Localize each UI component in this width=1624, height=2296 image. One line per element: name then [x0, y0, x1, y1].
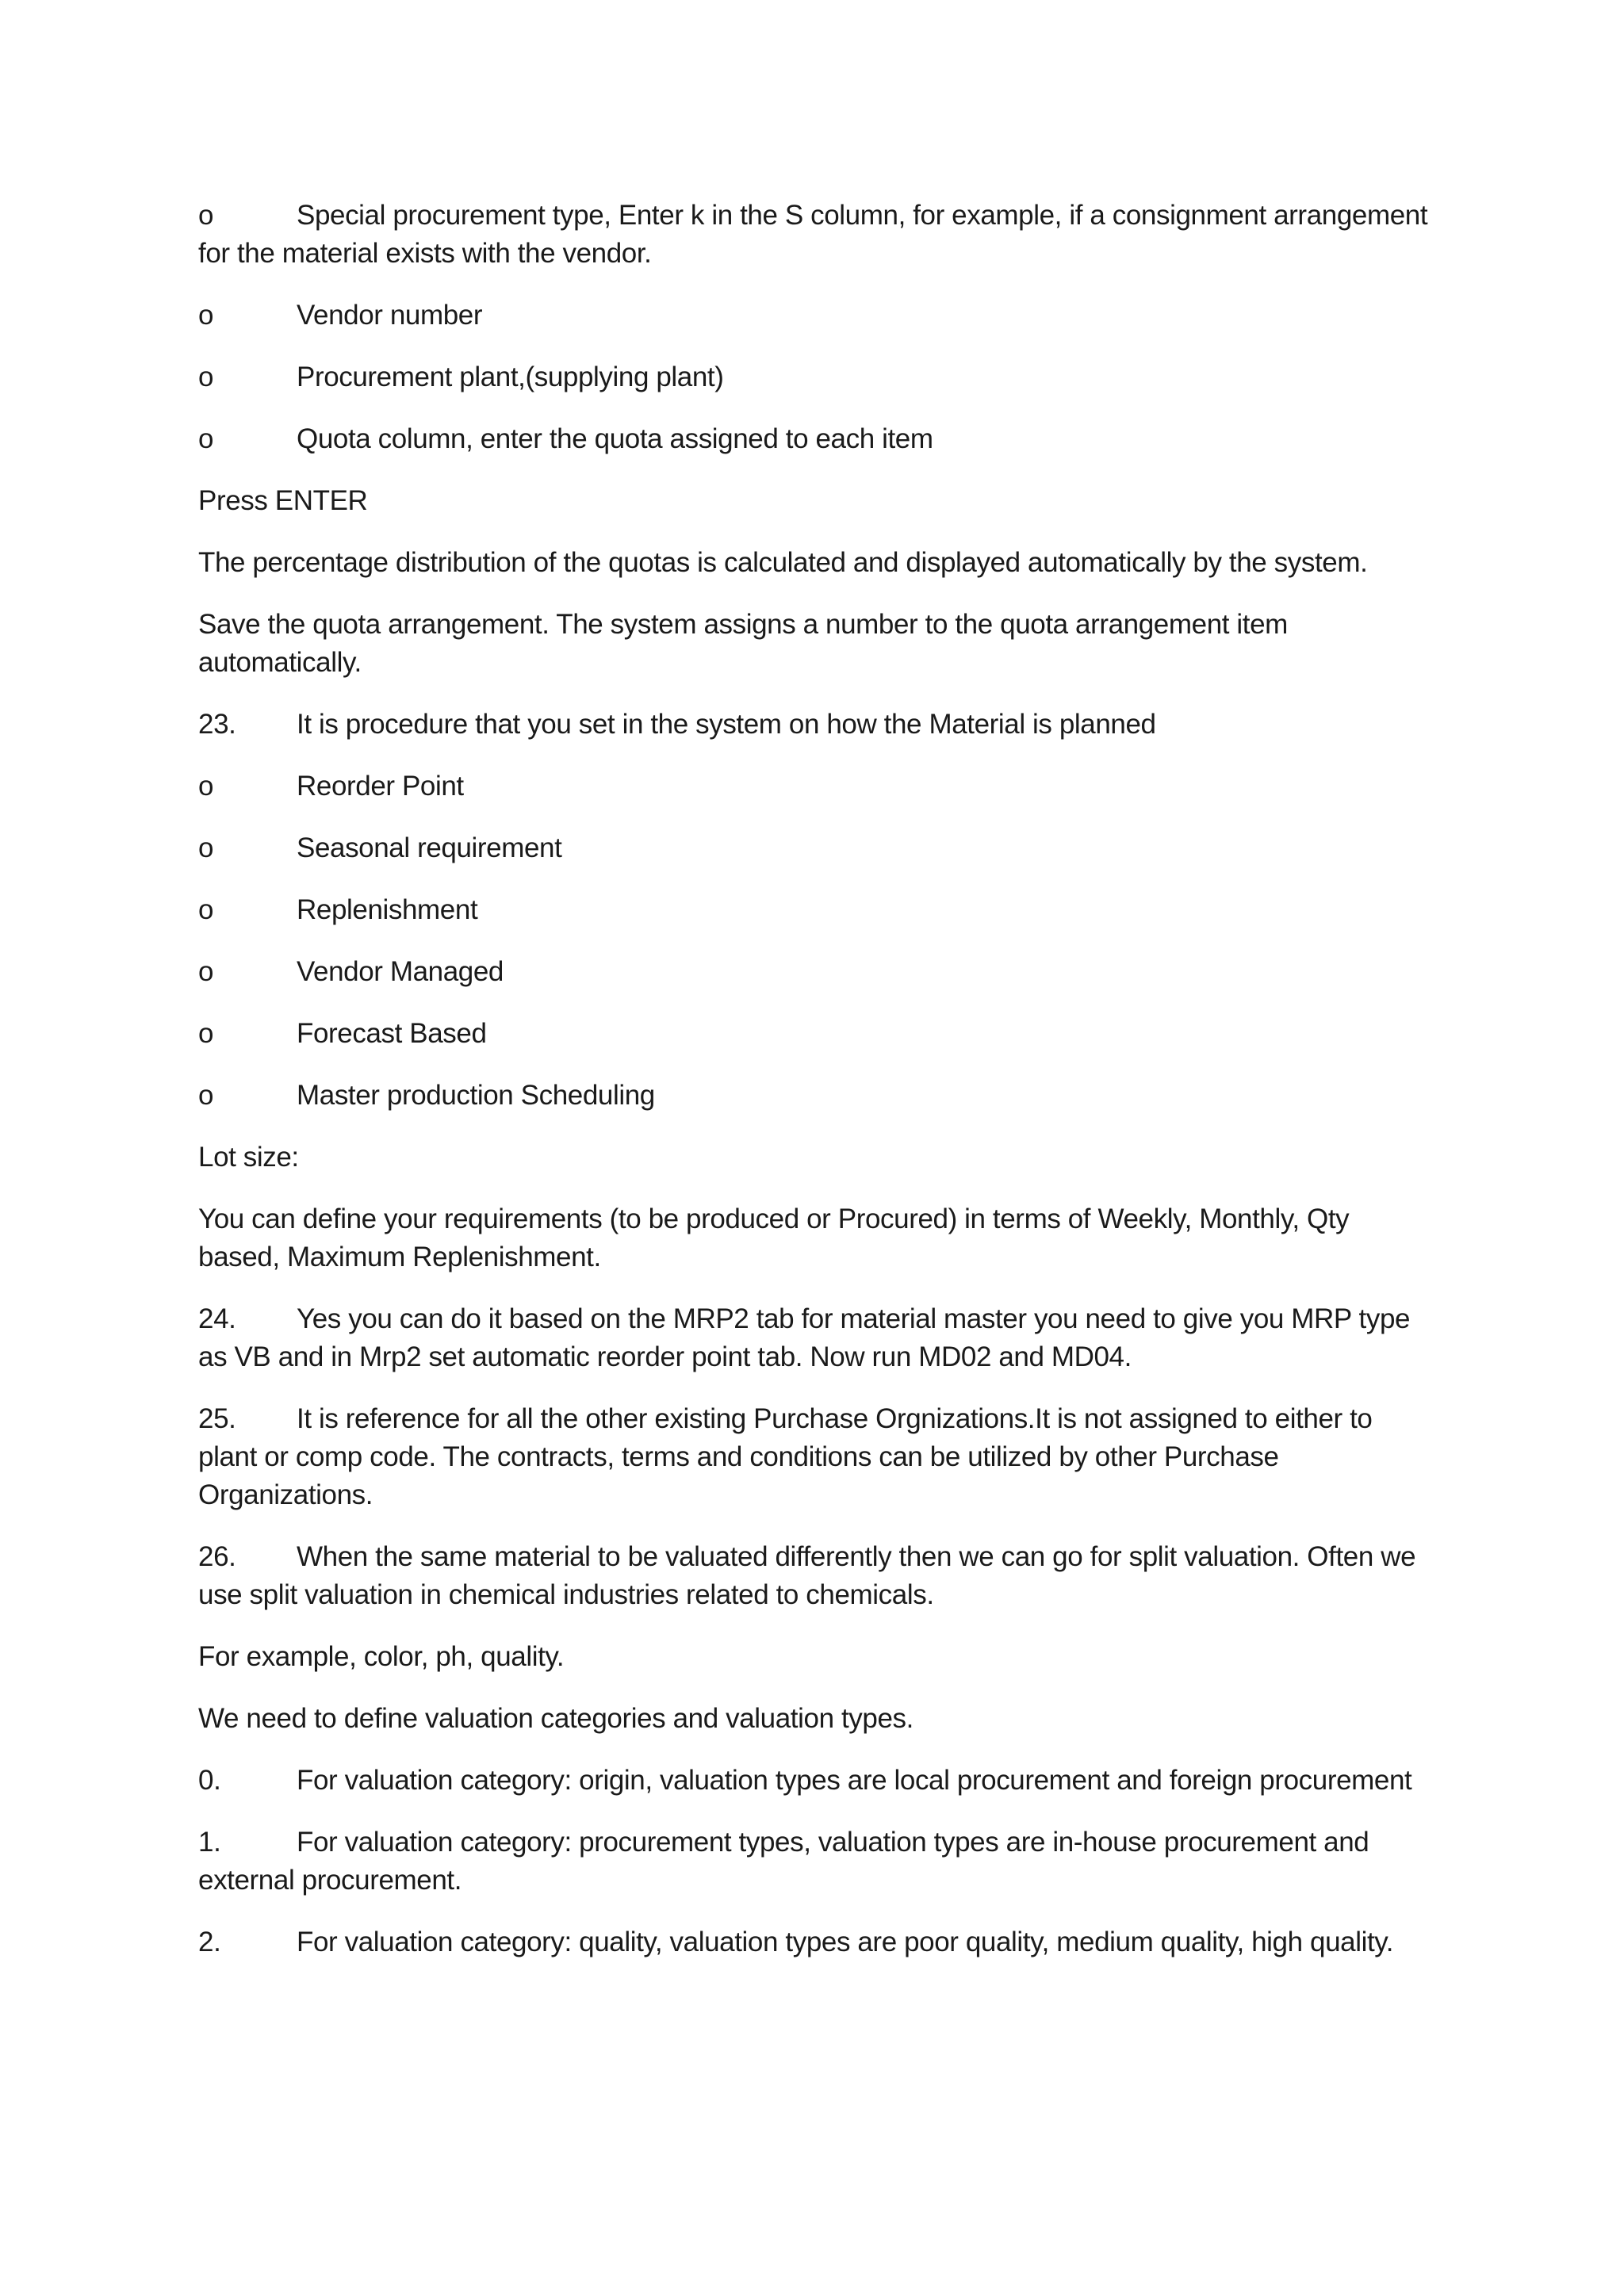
bullet-marker: o	[198, 894, 214, 925]
document-page	[198, 197, 1435, 1985]
paragraph-text: When the same material to be valuated differently then we can go for split valuation. Often we use split valuation in chemical industries related to chemicals.	[198, 1541, 1416, 1610]
paragraph-text: For valuation category: procurement types, valuation types are in-house procurement and external procurement.	[198, 1827, 1369, 1896]
bullet-item	[198, 358, 1435, 396]
bullet-item	[198, 420, 1435, 458]
numbered-item	[198, 1823, 1435, 1900]
bullet-marker: o	[198, 771, 214, 802]
bullet-marker: o	[198, 362, 214, 392]
paragraph-text: For example, color, ph, quality.	[198, 1641, 565, 1672]
numbered-item	[198, 1762, 1435, 1800]
bullet-marker: o	[198, 200, 214, 231]
bullet-item	[198, 197, 1435, 273]
bullet-marker: o	[198, 300, 214, 331]
paragraph-text: You can define your requirements (to be produced or Procured) in terms of Weekly, Monthly, Qty based, Maximum Replenishment.	[198, 1203, 1350, 1272]
paragraph-text: It is reference for all the other existing Purchase Orgnizations.It is not assigned to either to plant or comp code. The contracts, terms and conditions can be utilized by other Purchase Organizations.	[198, 1403, 1373, 1510]
paragraph	[198, 1138, 1435, 1177]
document-body	[198, 197, 1435, 1961]
bullet-item	[198, 1015, 1435, 1053]
bullet-item	[198, 891, 1435, 929]
bullet-item	[198, 953, 1435, 991]
bullet-marker: o	[198, 1018, 214, 1049]
paragraph-text: Lot size:	[198, 1142, 299, 1173]
paragraph-text: Replenishment	[297, 894, 478, 925]
paragraph	[198, 606, 1435, 682]
bullet-item	[198, 767, 1435, 806]
paragraph	[198, 1700, 1435, 1738]
paragraph-text: Special procurement type, Enter k in the S column, for example, if a consignment arrangement for the material exists with the vendor.	[198, 200, 1428, 269]
paragraph-text: Yes you can do it based on the MRP2 tab for material master you need to give you MRP type as VB and in Mrp2 set automatic reorder point tab. Now run MD02 and MD04.	[198, 1303, 1411, 1372]
paragraph-text: We need to define valuation categories and valuation types.	[198, 1703, 914, 1734]
paragraph-text: For valuation category: quality, valuation types are poor quality, medium quality, high quality.	[297, 1927, 1394, 1957]
paragraph	[198, 544, 1435, 582]
bullet-marker: o	[198, 832, 214, 863]
paragraph-text: Press ENTER	[198, 485, 368, 516]
numbered-item	[198, 706, 1435, 744]
numbered-item	[198, 1300, 1435, 1376]
paragraph-text: It is procedure that you set in the system on how the Material is planned	[297, 709, 1156, 740]
item-number: 24.	[198, 1303, 236, 1334]
paragraph-text: The percentage distribution of the quotas is calculated and displayed automatically by the system.	[198, 547, 1368, 578]
paragraph-text: Forecast Based	[297, 1018, 487, 1049]
item-number: 26.	[198, 1541, 236, 1572]
numbered-item	[198, 1923, 1435, 1961]
paragraph	[198, 1638, 1435, 1676]
paragraph-text: Master production Scheduling	[297, 1080, 655, 1111]
numbered-item	[198, 1400, 1435, 1514]
paragraph	[198, 1200, 1435, 1276]
paragraph-text: Seasonal requirement	[297, 832, 562, 863]
paragraph-text: Reorder Point	[297, 771, 464, 802]
paragraph-text: Procurement plant,(supplying plant)	[297, 362, 724, 392]
paragraph	[198, 482, 1435, 520]
bullet-marker: o	[198, 423, 214, 454]
paragraph-text: For valuation category: origin, valuation types are local procurement and foreign procurement	[297, 1765, 1412, 1796]
item-number: 25.	[198, 1403, 236, 1434]
item-number: 0.	[198, 1765, 221, 1796]
item-number: 23.	[198, 709, 236, 740]
paragraph-text: Vendor number	[297, 300, 483, 331]
paragraph-text: Save the quota arrangement. The system assigns a number to the quota arrangement item automatically.	[198, 609, 1288, 678]
bullet-item	[198, 829, 1435, 867]
item-number: 2.	[198, 1927, 221, 1957]
item-number: 1.	[198, 1827, 221, 1858]
paragraph-text: Quota column, enter the quota assigned to each item	[297, 423, 933, 454]
bullet-item	[198, 297, 1435, 335]
numbered-item	[198, 1538, 1435, 1614]
bullet-marker: o	[198, 1080, 214, 1111]
paragraph-text: Vendor Managed	[297, 956, 504, 987]
bullet-marker: o	[198, 956, 214, 987]
bullet-item	[198, 1077, 1435, 1115]
